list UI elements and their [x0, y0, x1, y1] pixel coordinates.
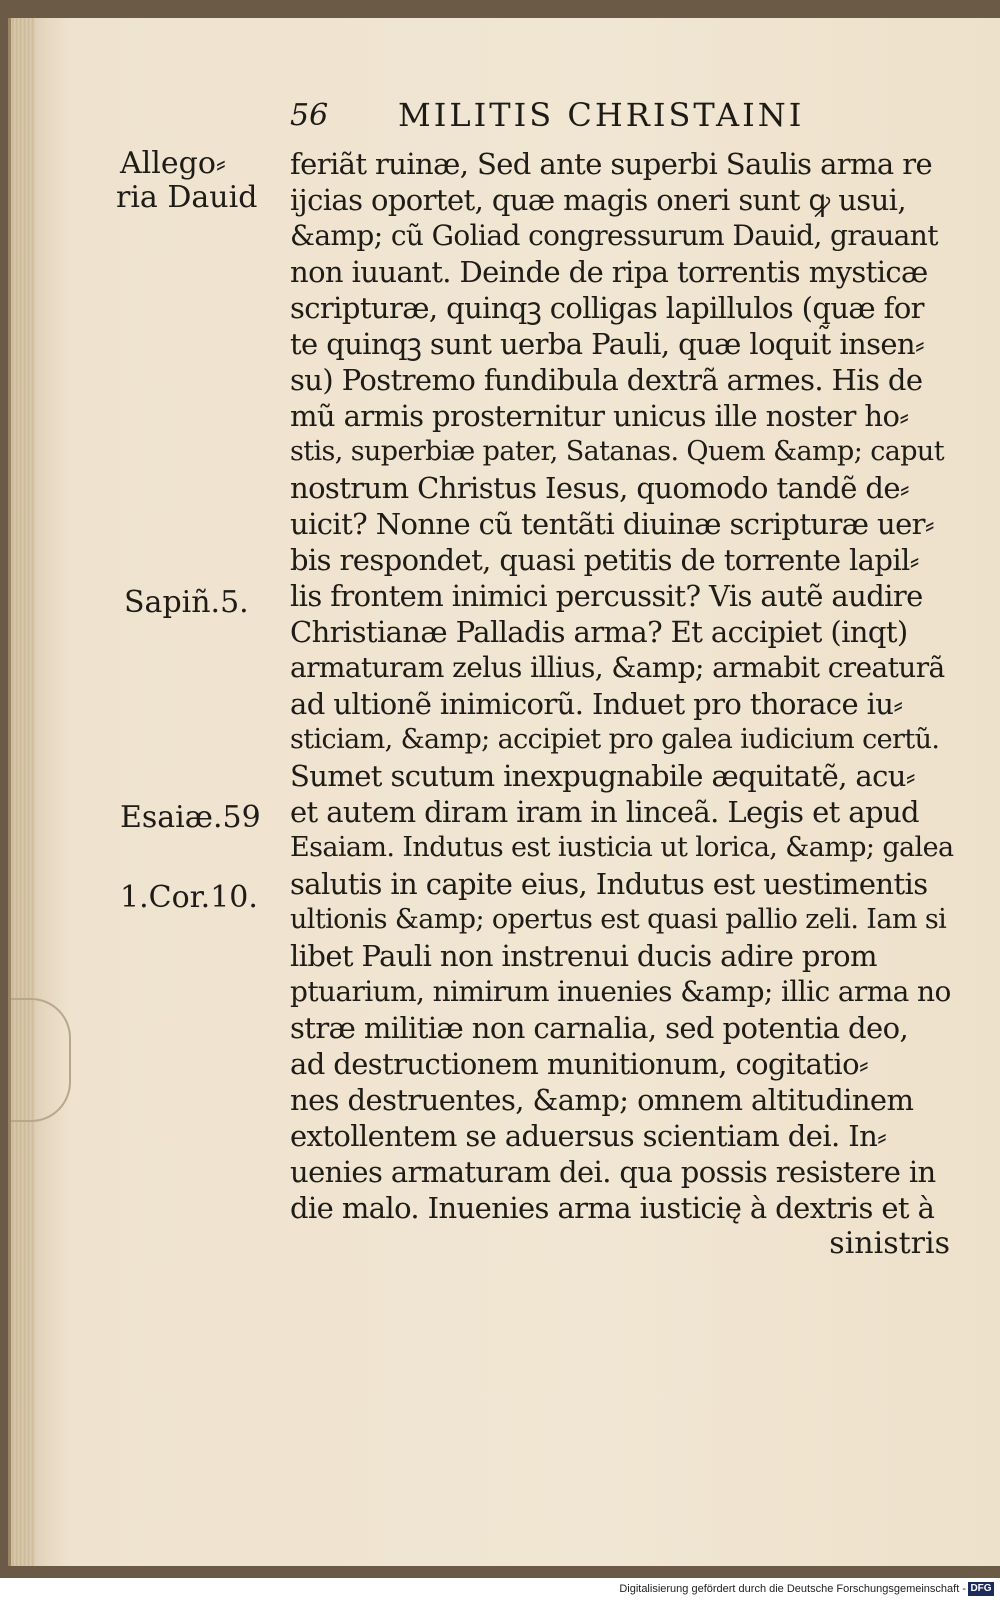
text-line: bis respondet, quasi petitis de torrente lapil⸗	[290, 543, 919, 577]
text-line: salutis in capite eius, Indutus est uestimentis	[290, 867, 928, 901]
text-line: &amp; cũ Goliad congressurum Dauid, grauant	[290, 219, 938, 252]
footer-credit: Digitalisierung gefördert durch die Deutsche Forschungsgemeinschaft -	[619, 1583, 966, 1595]
text-line: ijcias oportet, quæ magis oneri sunt ꝙ usui,	[290, 183, 906, 217]
text-line: stræ militiæ non carnalia, sed potentia deo,	[290, 1011, 909, 1045]
text-line: extollentem se aduersus scientiam dei. In⸗	[290, 1119, 887, 1153]
margin-note-allegoria-1: Allego⸗	[120, 146, 226, 181]
text-line: libet Pauli non instrenui ducis adire prom	[290, 939, 877, 973]
margin-note-sapientia: Sapiñ.5.	[124, 585, 249, 620]
page-header	[290, 96, 950, 140]
text-line: mũ armis prosternitur unicus ille noster ho⸗	[290, 399, 909, 433]
text-line: ad destructionem munitionum, cogitatio⸗	[290, 1047, 868, 1081]
text-line: feriãt ruinæ, Sed ante superbi Saulis arma re	[290, 147, 933, 181]
text-line: armaturam zelus illius, &amp; armabit creaturã	[290, 651, 945, 684]
margin-note-corinthians: 1.Cor.10.	[120, 880, 258, 915]
text-line: te quinqꝫ sunt uerba Pauli, quæ loquit̃ insen⸗	[290, 327, 925, 361]
text-line: ultionis &amp; opertus est quasi pallio zeli. Iam si	[290, 904, 947, 935]
text-line: Esaiam. Indutus est iusticia ut lorica, &amp; galea	[290, 832, 954, 863]
text-line: non iuuant. Deinde de ripa torrentis mysticæ	[290, 255, 928, 289]
text-line: stis, superbiæ pater, Satanas. Quem &amp; caput	[290, 436, 944, 467]
footer-bar	[0, 1578, 1000, 1602]
text-line: sticiam, &amp; accipiet pro galea iudicium certũ.	[290, 724, 940, 755]
text-line: su) Postremo fundibula dextrã armes. His de	[290, 363, 923, 397]
page-clip-mark	[11, 998, 71, 1122]
text-line: uicit? Nonne cũ tentãti diuinæ scripturæ uer⸗	[290, 507, 934, 541]
text-line: nes destruentes, &amp; omnem altitudinem	[290, 1083, 914, 1117]
page-number: 56	[290, 98, 329, 133]
text-line: Sumet scutum inexpugnabile æquitatẽ, acu⸗	[290, 759, 915, 793]
margin-note-esaiae: Esaiæ.59	[120, 800, 261, 835]
margin-note-allegoria-2: ria Dauid	[116, 180, 258, 215]
text-line: et autem diram iram in linceã. Legis et apud	[290, 795, 920, 829]
body-text	[290, 146, 962, 1262]
text-line: Christianæ Palladis arma? Et accipiet (inqt)	[290, 615, 908, 649]
text-line: sinistris	[829, 1226, 950, 1261]
text-line: ptuarium, nimirum inuenies &amp; illic arma no	[290, 975, 951, 1008]
dfg-logo: DFG	[968, 1582, 994, 1596]
text-line: scripturæ, quinqꝫ colligas lapillulos (quæ for	[290, 291, 924, 325]
running-title: MILITIS CHRISTAINI	[398, 96, 805, 134]
text-line: uenies armaturam dei. qua possis resistere in	[290, 1155, 936, 1189]
text-line: lis frontem inimici percussit? Vis autẽ audire	[290, 579, 923, 613]
page-edges	[11, 18, 35, 1566]
text-line: die malo. Inuenies arma iusticię à dextris et à	[290, 1191, 935, 1225]
text-line: ad ultionẽ inimicorũ. Induet pro thorace iu⸗	[290, 687, 903, 721]
text-line: nostrum Christus Iesus, quomodo tandẽ de⸗	[290, 471, 909, 505]
